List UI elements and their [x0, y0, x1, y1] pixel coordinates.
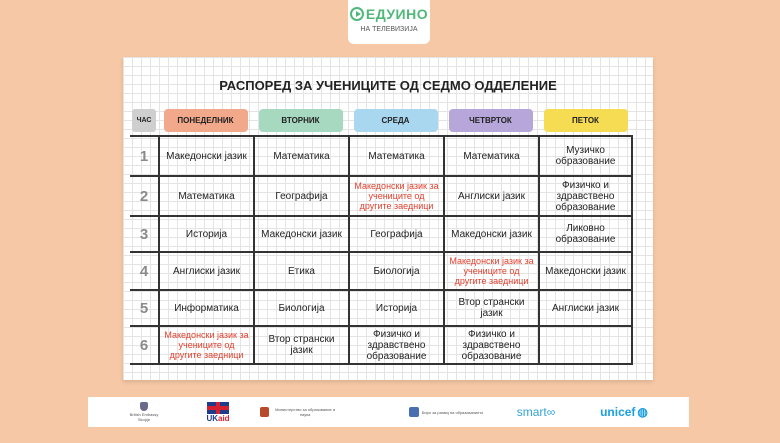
schedule-cell: Англиски јазик [158, 251, 253, 289]
bureau-logo [408, 397, 484, 427]
smart-name: smart [516, 404, 547, 419]
schedule-title: РАСПОРЕД ЗА УЧЕНИЦИТЕ ОД СЕДМО ОДДЕЛЕНИЕ [219, 78, 557, 93]
schedule-cell: Етика [253, 251, 348, 289]
schedule-cell: Историја [158, 215, 253, 251]
unicef-name: unicef [600, 404, 636, 419]
sponsor-bar [88, 397, 689, 427]
schedule-cell: Географија [348, 215, 443, 251]
ukaid-aid: aid [218, 413, 230, 423]
schedule-cell: Македонски јазик [158, 135, 253, 175]
schedule-cell: Физичко и здравствено образование [348, 325, 443, 365]
day-label: ПЕТОК [544, 109, 628, 132]
schedule-cell: Географија [253, 175, 348, 215]
day-header [443, 105, 538, 135]
bureau-name: Биро за развој на образованието [421, 409, 484, 415]
schedule-cell: Математика [253, 135, 348, 175]
logo-name: ЕДУИНО [365, 6, 429, 22]
crest-icon [140, 402, 148, 411]
schedule-cell: Втор странски јазик [253, 325, 348, 365]
day-label: ВТОРНИК [259, 109, 343, 132]
period-number: 2 [130, 175, 158, 215]
schedule-cell: Англиски јазик [443, 175, 538, 215]
schedule-cell: Математика [348, 135, 443, 175]
schedule-cell: Музичко образование [538, 135, 633, 175]
day-label: ЧЕТВРТОК [449, 109, 533, 132]
schedule-cell: Македонски јазик [443, 215, 538, 251]
day-label: ПОНЕДЕЛНИК [164, 109, 248, 132]
schedule-cell: Биологија [253, 289, 348, 325]
schedule-grid [130, 105, 633, 365]
ukaid-logo [200, 397, 236, 427]
schedule-cell: Биологија [348, 251, 443, 289]
schedule-cell: Физичко и здравствено образование [443, 325, 538, 365]
ministry-crest-icon [260, 407, 269, 417]
union-flag-icon [207, 402, 229, 414]
schedule-cell: Математика [158, 175, 253, 215]
schedule-cell: Математика [443, 135, 538, 175]
day-header [538, 105, 633, 135]
period-number: 6 [130, 325, 158, 365]
period-number: 5 [130, 289, 158, 325]
period-number: 3 [130, 215, 158, 251]
schedule-cell: Историја [348, 289, 443, 325]
globe-icon: ◍ [637, 404, 648, 419]
schedule-cell: Македонски јазик за учениците од другите заедници [443, 251, 538, 289]
day-header [158, 105, 253, 135]
unicef-logo [592, 397, 656, 427]
embassy-name: British Embassy Skopje [129, 412, 159, 422]
day-header [348, 105, 443, 135]
day-label: СРЕДА [354, 109, 438, 132]
schedule-cell: Македонски јазик за учениците од другите заедници [348, 175, 443, 215]
period-number: 1 [130, 135, 158, 175]
schedule-sheet [123, 57, 653, 380]
schedule-cell: Македонски јазик [538, 251, 633, 289]
logo-subtitle: НА ТЕЛЕВИЗИЈА [360, 26, 418, 33]
ministry-logo [260, 397, 338, 427]
schedule-cell: Ликовно образование [538, 215, 633, 251]
play-icon [350, 7, 364, 21]
smart-logo [506, 397, 566, 427]
period-header [130, 105, 158, 135]
glasses-icon: ∞ [546, 404, 556, 419]
day-header [253, 105, 348, 135]
schedule-cell: Македонски јазик за учениците од другите заедници [158, 325, 253, 365]
ministry-name: Министерство за образование и наука [275, 407, 336, 417]
ukaid-uk: UK [206, 413, 218, 423]
schedule-cell: Англиски јазик [538, 289, 633, 325]
eduino-logo [348, 0, 430, 44]
schedule-cell: Информатика [158, 289, 253, 325]
schedule-cell: Втор странски јазик [443, 289, 538, 325]
schedule-cell [538, 325, 633, 365]
bureau-icon [409, 407, 419, 417]
schedule-cell: Физичко и здравствено образование [538, 175, 633, 215]
period-label: ЧАС [132, 109, 156, 132]
embassy-logo [124, 397, 164, 427]
period-number: 4 [130, 251, 158, 289]
schedule-cell: Македонски јазик [253, 215, 348, 251]
